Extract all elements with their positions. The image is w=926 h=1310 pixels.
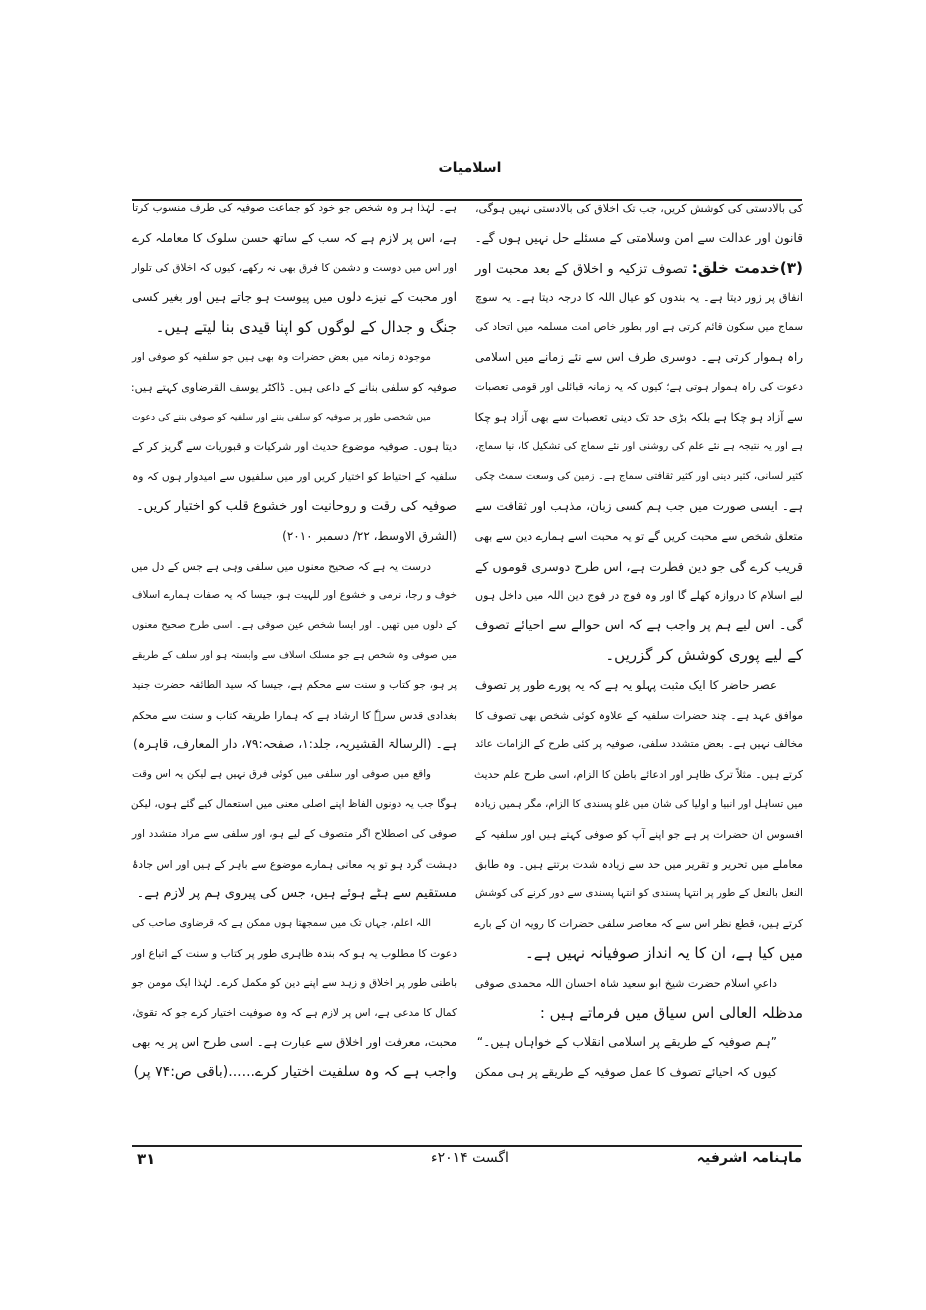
text-line: میں تساہل اور انبیا و اولیا کی شان میں غلو پسندی کا الزام، مگر ہمیں زیادہ xyxy=(474,797,803,810)
text-line: انفاق پر زور دیتا ہے۔ یہ بندوں کو عیال اللہ کا درجہ دیتا ہے۔ یہ سوچ xyxy=(475,291,803,305)
text-line: سے آزاد ہو چکا ہے بلکہ بڑی حد تک دینی تعصبات سے بھی آزاد ہو چکا xyxy=(474,410,803,424)
issue-date: اگست ۲۰۱۴ء xyxy=(431,1150,509,1166)
text-line: صوفیہ کی رقت و روحانیت اور خشوع قلب کو اختیار کریں۔ xyxy=(136,498,457,514)
text-line: مخالف نہیں ہے۔ بعض متشدد سلفی، صوفیہ پر کئی طرح کے الزامات عائد xyxy=(475,738,803,751)
text-line: افسوس ان حضرات پر ہے جو اپنے آپ کو صوفی کہتے ہیں اور سلفیہ کے xyxy=(475,827,803,841)
text-line: عصر حاضر کا ایک مثبت پہلو یہ ہے کہ یہ پورے طور پر تصوف xyxy=(475,677,777,692)
text-line: موافق عہد ہے۔ چند حضرات سلفیہ کے علاوہ کوئی شخص بھی تصوف کا xyxy=(475,708,803,722)
text-line: صوفیہ کو سلفی بنانے کے داعی ہیں۔ ڈاکٹر یوسف القرضاوی کہتے ہیں: xyxy=(130,380,457,394)
text-line: دہشت گرد ہو تو یہ معانی ہمارے موضوع سے باہر کے ہیں اور اس جادۂ xyxy=(132,857,457,871)
text-line: ”ہم صوفیہ کے طریقے پر اسلامی انقلاب کے خواہاں ہیں۔“ xyxy=(476,1035,777,1050)
text-line: کثیر لسانی، کثیر دینی اور کثیر ثقافتی سماج ہے۔ زمین کی وسعت سمٹ چکی xyxy=(475,471,803,483)
text-line: النعل بالنعل کے طور پر انتہا پسندی کو انتہا پسندی سے دور کرنے کی کوشش xyxy=(475,887,803,900)
page-number: ۳۱ xyxy=(137,1150,156,1168)
text-line: موجودہ زمانہ میں بعض حضرات وہ بھی ہیں جو سلفیہ کو صوفی اور xyxy=(132,350,431,363)
text-line: ہے اور یہ نتیجہ ہے نئے علم کی روشنی اور نئے سماج کی تشکیل کا، نیا سماج، xyxy=(475,441,803,453)
text-line: اللہ اعلم، جہاں تک میں سمجھتا ہوں ممکن ہے کہ قرضاوی صاحب کی xyxy=(132,918,431,930)
text-line: جنگ و جدال کے لوگوں کو اپنا قیدی بنا لیتے ہیں۔ xyxy=(155,318,457,337)
text-line: میں صوفی وہ شخص ہے جو مسلک اسلاف سے وابستہ ہو اور سلف کے طریقے xyxy=(132,649,457,661)
text-line: کی بالادستی کی کوشش کریں، جب تک اخلاق کی بالادستی نہیں ہوگی، xyxy=(475,202,803,215)
text-line: خوف و رجا، نرمی و خشوع اور للہیت ہو، جیسا کہ یہ صفات ہمارے اسلاف xyxy=(132,589,457,602)
text-line: اور اس میں دوست و دشمن کا فرق بھی نہ رکھے، کیوں کہ اخلاق کی تلوار xyxy=(132,261,457,274)
text-line: قانون اور عدالت سے امن وسلامتی کے مسئلے حل نہیں ہوں گے۔ xyxy=(474,230,803,245)
text-line: سلفیہ کے احتیاط کو اختیار کریں اور میں سلفیوں سے امیدوار ہوں کہ وہ xyxy=(132,470,457,484)
article-column-left xyxy=(132,194,457,1088)
text-line: ہے۔ ایسی صورت میں جب ہم کسی زبان، مذہب اور ثقافت سے xyxy=(475,498,803,513)
text-line: مستقیم سے ہٹے ہوئے ہیں، جس کی پیروی ہم پر لازم ہے۔ xyxy=(136,886,457,902)
text-line: دعوت کی راہ ہموار ہوتی ہے؛ کیوں کہ یہ زمانہ قبائلی اور قومی تعصبات xyxy=(475,380,803,393)
text-line: متعلق شخص سے محبت کریں گے تو یہ محبت اسے ہمارے دین سے بھی xyxy=(474,529,803,543)
magazine-name: ماہنامہ اشرفیہ xyxy=(696,1150,802,1166)
section-heading: (۳)خدمت خلق: xyxy=(691,258,803,277)
text-line: دیتا ہوں۔ صوفیہ موضوع حدیث اور شرکیات و قبوریات سے گریز کر کے xyxy=(132,440,457,454)
text-line: معاملے میں تحریر و تقریر میں حد سے زیادہ شدت برتتے ہیں۔ وہ طابق xyxy=(475,857,803,871)
text-line: کرتے ہیں۔ مثلاً ترک ظاہر اور ادعائے باطن کا الزام، اسی طرح علم حدیث xyxy=(474,768,803,782)
text-line: ہے۔ لہٰذا ہر وہ شخص جو خود کو جماعت صوفیہ کی طرف منسوب کرتا xyxy=(132,202,457,214)
text-line: گی۔ اس لیے ہم پر واجب ہے کہ اس حوالے سے احیائے تصوف xyxy=(475,618,803,634)
text-line: صوفی کی اصطلاح اگر متصوف کے لیے ہو، اور سلفی سے مراد متشدد اور xyxy=(132,827,457,840)
text-line: ہے، اس پر لازم ہے کہ سب کے ساتھ حسن سلوک کا معاملہ کرے xyxy=(132,230,457,245)
text-line: کے لیے پوری کوشش کر گزریں۔ xyxy=(605,645,803,664)
text-line: کیوں کہ احیائے تصوف کا عمل صوفیہ کے طریقے پر ہی ممکن xyxy=(475,1065,777,1080)
text-line: میں کیا ہے، ان کا یہ انداز صوفیانہ نہیں ہے۔ xyxy=(524,943,803,962)
text-line: داعیِ اسلام حضرت شیخ ابو سعید شاہ احسان اللہ محمدی صوفی xyxy=(475,976,777,990)
text-line: سماج میں سکون قائم کرتی ہے اور بطور خاص امت مسلمہ میں اتحاد کی xyxy=(475,321,803,334)
citation-line: (الشرق الاوسط، ۲۲/ دسمبر ۲۰۱۰) xyxy=(282,528,457,543)
text-line: ہے۔ (الرسالۃ القشیریہ، جلد:۱، صفحہ:۷۹، دار المعارف، قاہرہ) xyxy=(132,737,457,752)
text-line-content: تصوف تزکیہ و اخلاق کے بعد محبت اور xyxy=(475,261,688,277)
text-line: میں شخصی طور پر صوفیہ کو سلفی بننے اور سلفیہ کو صوفی بننے کی دعوت xyxy=(132,411,431,423)
text-line: راہ ہموار کرتی ہے۔ دوسری طرف اس سے نئے زمانے میں اسلامی xyxy=(475,349,803,364)
text-line: ہوگا جب یہ دونوں الفاظ اپنے اصلی معنی میں استعمال کیے گئے ہوں، لیکن xyxy=(130,797,457,810)
text-line xyxy=(475,254,803,284)
text-line: محبت، معرفت اور اخلاق سے عبارت ہے۔ اسی طرح اس پر یہ بھی xyxy=(131,1035,457,1050)
text-line: کرتے ہیں، قطع نظر اس سے کہ معاصر سلفی حضرات کا رویہ ان کے بارے xyxy=(474,917,803,931)
text-line: قریب کرے گی جو دین فطرت ہے، اس طرح دوسری قوموں کے xyxy=(475,558,803,574)
text-line: کے دلوں میں تھیں۔ اور ایسا شخص عین صوفی ہے۔ اسی طرح صحیح معنوں xyxy=(132,620,457,632)
text-line: لیے اسلام کا دروازہ کھلے گا اور وہ فوج در فوج دین اللہ میں داخل ہوں xyxy=(475,589,803,603)
footer-divider xyxy=(132,1145,802,1147)
text-line: واقع میں صوفی اور سلفی میں کوئی فرق نہیں ہے لیکن یہ اس وقت xyxy=(132,768,431,781)
text-line: درست یہ ہے کہ صحیح معنوں میں سلفی وہی ہے جس کے دل میں xyxy=(131,559,431,573)
text-line: کمال کا مدعی ہے، اس پر لازم ہے کہ وہ صوفیت اختیار کرے جو کہ تقویٰ، xyxy=(132,1006,457,1019)
text-line: باطنی طور پر اخلاق و زہد سے اپنے دین کو مکمل کرے۔ لہٰذا ایک مومن جو xyxy=(132,976,457,989)
text-line: اور محبت کے نیزے دلوں میں پیوست ہو جاتے ہیں اور بغیر کسی xyxy=(132,290,457,305)
text-line: پر ہو، جو کتاب و سنت سے محکم ہے، جیسا کہ سید الطائفہ حضرت جنید xyxy=(132,678,457,691)
text-line: واجب ہے کہ وہ سلفیت اختیار کرے......(باقی ص:۷۴ پر) xyxy=(133,1064,457,1081)
text-line: بغدادی قدس سرہٗ کا ارشاد ہے کہ ہمارا طریقہ کتاب و سنت سے محکم xyxy=(132,708,457,722)
article-column-right xyxy=(475,194,803,1088)
section-title: اسلامیات xyxy=(438,160,502,176)
text-line: مدظلہ العالی اس سیاق میں فرماتے ہیں : xyxy=(539,1003,803,1022)
text-line: دعوت کا مطلوب یہ ہو کہ بندہ ظاہری طور پر کتاب و سنت کے اتباع اور xyxy=(131,946,457,960)
